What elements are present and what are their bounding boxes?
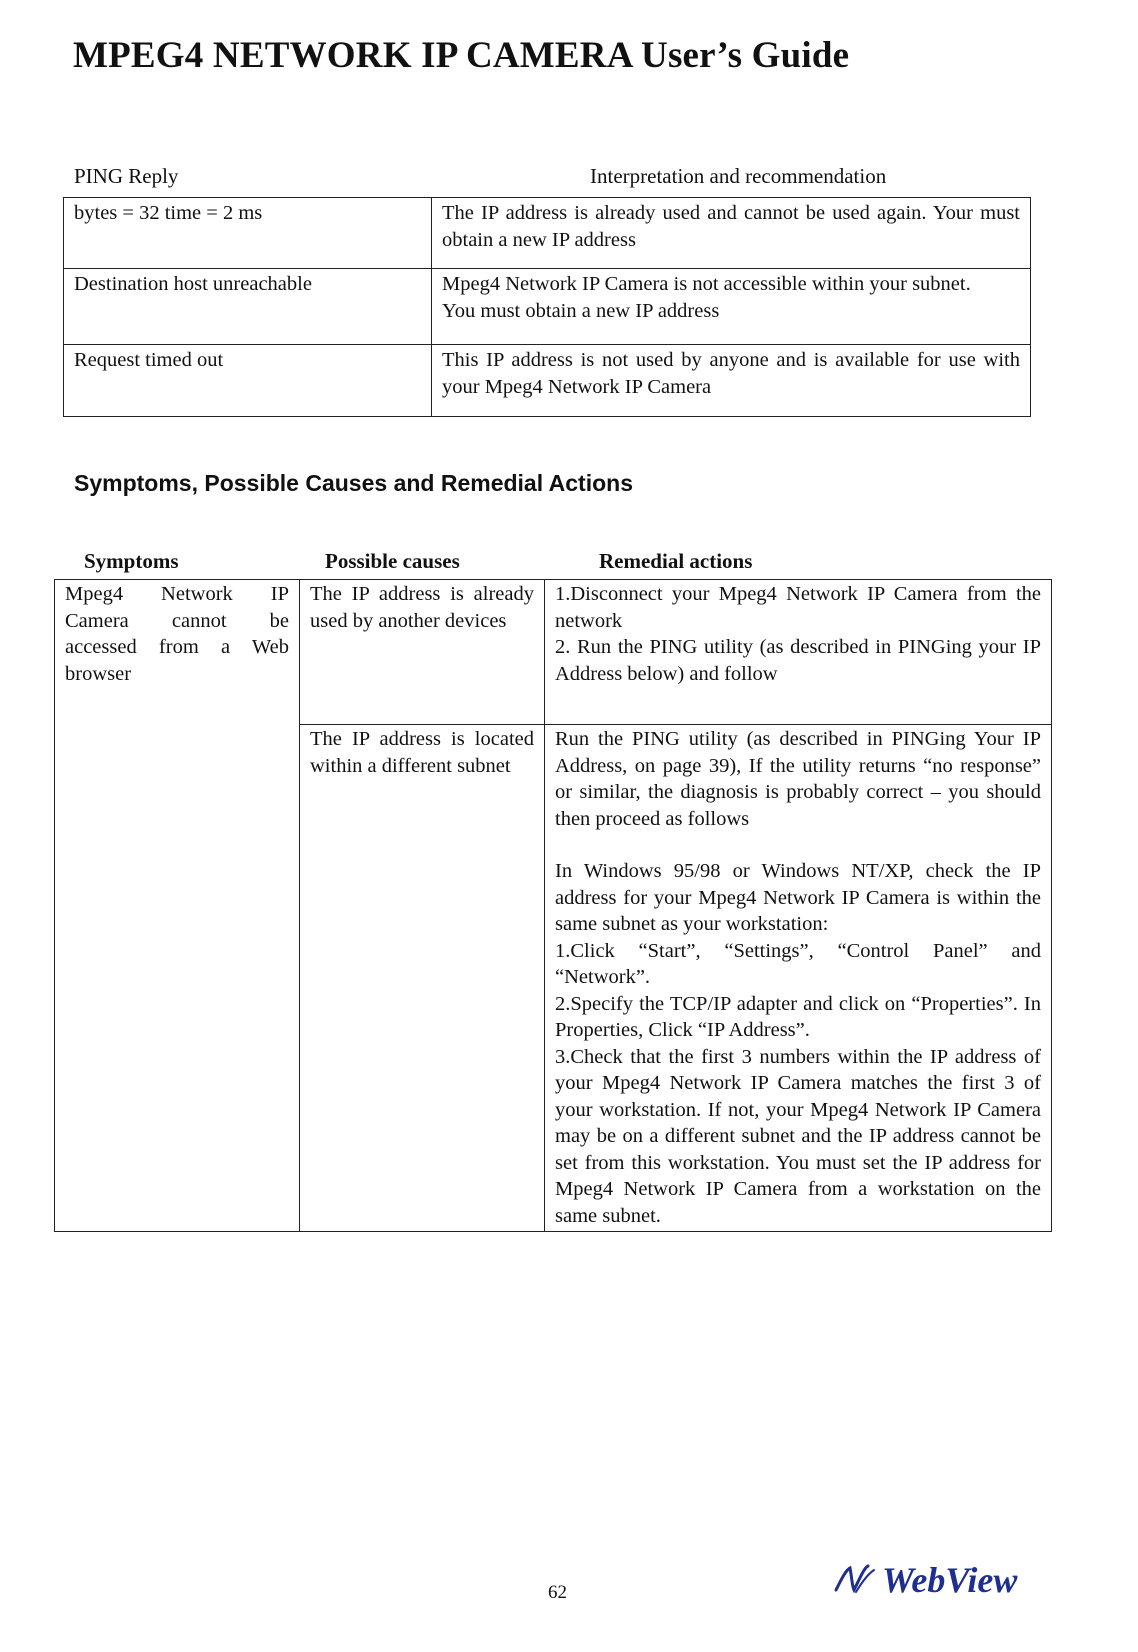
table-row (55, 580, 1052, 725)
interpretation-text: This IP address is not used by anyone and is available for use with your Mpeg4 Network IP Camera (442, 349, 1020, 398)
possible-causes-header: Possible causes (325, 549, 460, 573)
remedial-cell (545, 580, 1052, 725)
cause-cell: The IP address is already used by another devices (300, 580, 545, 725)
ping-table (63, 197, 1031, 417)
interpretation-text: Mpeg4 Network IP Camera is not accessible within your subnet. (442, 273, 971, 295)
remedial-text: 1.Click “Start”, “Settings”, “Control Panel” and “Network”. (555, 939, 1041, 988)
cause-cell: The IP address is located within a different subnet (300, 725, 545, 1232)
page-title: MPEG4 NETWORK IP CAMERA User’s Guide (73, 35, 850, 76)
ping-reply-cell: bytes = 32 time = 2 ms (64, 198, 432, 269)
remedial-actions-header: Remedial actions (599, 549, 753, 573)
remedial-cell (545, 725, 1052, 1232)
remedial-text: Run the PING utility (as described in PINGing Your IP Address, on page 39), If the utility returns “no response” or similar, the diagnosis is probably correct – you should then proceed as follows (555, 728, 1041, 830)
symptom-cell: Mpeg4 Network IP Camera cannot be accessed from a Web browser (55, 580, 300, 1232)
table-row (64, 198, 1031, 269)
ping-reply-cell: Destination host unreachable (64, 269, 432, 345)
interpretation-cell (432, 345, 1031, 417)
remedial-text: 2. Run the PING utility (as described in PINGing your IP Address below) and follow (555, 636, 1041, 685)
symptoms-header: Symptoms (84, 549, 179, 573)
interpretation-cell (432, 198, 1031, 269)
interpretation-text: You must obtain a new IP address (442, 299, 720, 322)
section-heading: Symptoms, Possible Causes and Remedial Actions (74, 470, 633, 496)
remedial-text: In Windows 95/98 or Windows NT/XP, check the IP address for your Mpeg4 Network IP Camera is within the same subnet as your workstation: (555, 860, 1041, 935)
interpretation-header: Interpretation and recommendation (590, 164, 887, 188)
page-number: 62 (548, 1582, 567, 1603)
svg-text:WebView: WebView (882, 1560, 1018, 1600)
ping-reply-cell: Request timed out (64, 345, 432, 417)
interpretation-text: The IP address is already used and cannot be used again. Your must obtain a new IP address (442, 202, 1020, 251)
remedial-text: 3.Check that the first 3 numbers within the IP address of your Mpeg4 Network IP Camera matches the first 3 of your workstation. If not, your Mpeg4 Network IP Camera may be on a different subnet and the IP address cannot be set from this workstation. You must set the IP address for Mpeg4 Network IP Camera from a workstation on the same subnet. (555, 1045, 1041, 1227)
interpretation-cell (432, 269, 1031, 345)
table-row (64, 269, 1031, 345)
table-row (64, 345, 1031, 417)
ping-reply-header: PING Reply (74, 164, 179, 188)
symptoms-table (54, 579, 1052, 1232)
remedial-text: 2.Specify the TCP/IP adapter and click on “Properties”. In Properties, Click “IP Address”. (555, 992, 1041, 1041)
remedial-text: 1.Disconnect your Mpeg4 Network IP Camera from the network (555, 583, 1041, 632)
webview-logo (832, 1556, 1047, 1602)
